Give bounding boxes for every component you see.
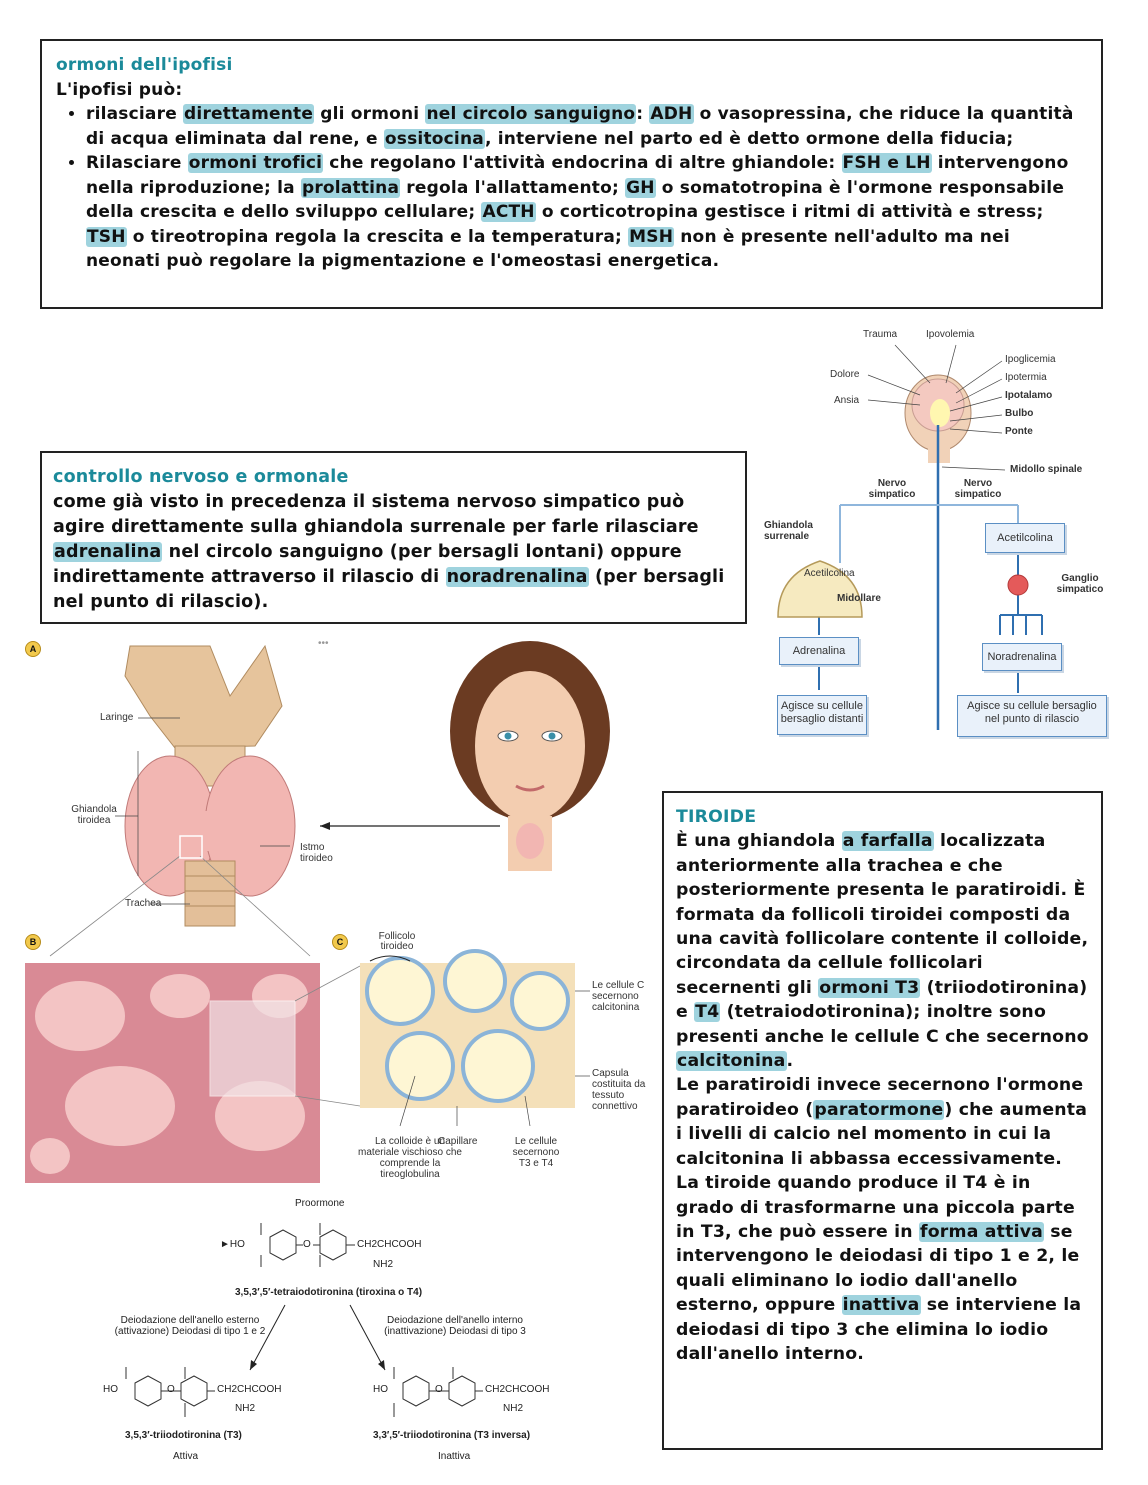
text-segment: Le paratiroidi invece secernono l'ormone paratiroideo ( — [676, 1075, 1084, 1120]
label-ghiandola-surrenale: Ghiandola surrenale — [764, 520, 813, 542]
label-ghiandola-tiroidea: Ghiandola tiroidea — [71, 804, 117, 826]
tiroide-title: TIROIDE — [676, 807, 757, 827]
label-deiod-est: Deiodazione dell'anello esterno (attivazione) Deiodasi di tipo 1 e 2 — [114, 1315, 266, 1337]
highlight-term: nel circolo sanguigno — [426, 104, 636, 124]
highlight-term: noradrenalina — [446, 567, 588, 587]
label-nh2-top: NH2 — [373, 1259, 394, 1270]
label-t4: 3,5,3′,5′-tetraiodotironina (tiroxina o T4) — [235, 1287, 423, 1298]
controllo-box — [40, 451, 747, 624]
ipofisi-item-2 — [86, 151, 1087, 274]
ipofisi-intro: L'ipofisi può: — [56, 79, 183, 100]
highlight-term: FSH e LH — [842, 153, 931, 173]
highlight-term: ormoni T3 — [819, 977, 920, 998]
highlight-term: prolattina — [301, 177, 400, 198]
label-side-top: CH2CHCOOH — [357, 1239, 422, 1250]
label-trauma: Trauma — [863, 329, 898, 340]
text-segment: o corticotropina gestisce i ritmi di attività e stress; — [535, 202, 1044, 222]
tiroide-body — [676, 829, 1089, 1366]
tiroide-box — [662, 791, 1103, 1450]
text-segment: se interviene la deiodasi di tipo 3 che elimina lo iodio dall'anello interno. — [676, 1295, 1082, 1364]
label-attiva: Attiva — [173, 1451, 199, 1462]
highlight-term: calcitonina — [677, 1051, 786, 1072]
label-o-left: O — [167, 1384, 175, 1395]
chemistry-figure — [95, 1195, 575, 1470]
text-segment: intervengono nella riproduzione; la — [86, 153, 1069, 198]
highlight-term: GH — [626, 177, 655, 198]
text-segment: : — [636, 104, 650, 124]
highlight-term: ADH — [650, 104, 693, 124]
text-segment: rilasciare — [86, 104, 184, 124]
label-ansia: Ansia — [834, 395, 860, 406]
text-segment: o somatotropina è l'ormone responsabile della crescita e dello sviluppo cellulare; — [86, 177, 1065, 222]
label-rt3: 3,3′,5′-triiodotironina (T3 inversa) — [373, 1430, 531, 1441]
highlight-term: TSH — [87, 226, 126, 247]
highlight-term: adrenalina — [54, 542, 162, 562]
label-o-right: O — [435, 1384, 443, 1395]
label-acetilcolina-left: Acetilcolina — [804, 568, 855, 579]
label-capsula: Capsula costituita da tessuto connettivo — [592, 1068, 646, 1112]
text-segment: gli ormoni — [314, 104, 426, 124]
highlight-term: MSH — [629, 226, 674, 247]
text-segment: se intervengono le deiodasi di tipo 1 e 2, le quali eliminano lo iodio dall'anello esterno, oppure — [676, 1221, 1080, 1316]
highlight-term: T4 — [695, 1002, 720, 1023]
highlight-term: ormoni trofici — [188, 153, 323, 173]
label-secernono: Le cellule secernono T3 e T4 — [512, 1136, 560, 1169]
box-adrenalina: Adrenalina — [779, 637, 859, 665]
box-agisce-rilascio: Agisce su cellule bersaglio nel punto di rilascio — [957, 695, 1107, 737]
more-icon[interactable]: ••• — [318, 638, 329, 649]
label-istmo: Istmo tiroideo — [300, 842, 333, 864]
text-segment: che regolano l'attività endocrina di altre ghiandole: — [323, 153, 842, 173]
marker-b: B — [25, 934, 41, 950]
ipofisi-item-1 — [86, 102, 1087, 151]
label-ipoglicemia: Ipoglicemia — [1005, 354, 1056, 365]
label-ponte: Ponte — [1005, 426, 1033, 437]
text-segment: È una ghiandola — [676, 831, 842, 852]
ipofisi-box — [40, 39, 1103, 309]
label-ho-left: HO — [103, 1384, 118, 1395]
highlight-term: inattiva — [842, 1295, 920, 1316]
box-noradrenalina: Noradrenalina — [982, 643, 1062, 671]
label-ho-arrow: ►HO — [220, 1239, 245, 1250]
label-side-left: CH2CHCOOH — [217, 1384, 282, 1395]
label-follicolo: Follicolo tiroideo — [378, 931, 416, 952]
text-segment: localizzata anteriormente alla trachea e che posteriormente presenta le paratiroidi. È formata da follicoli tiroidei composti da una cavità follicolare contente il colloide, circondata da cellule follicolari secernenti gli — [676, 831, 1089, 998]
label-colloide: La colloide è un materiale vischioso che comprende la tireoglobulina — [358, 1136, 462, 1180]
label-ipovolemia: Ipovolemia — [926, 329, 975, 340]
text-segment: come già visto in precedenza il sistema nervoso simpatico può agire direttamente sulla ghiandola surrenale per farle rilasciare — [53, 492, 699, 537]
text-segment: , interviene nel parto ed è detto ormone della fiducia; — [484, 128, 1014, 149]
sympathetic-diagram — [760, 325, 1125, 745]
label-proormone: Proormone — [295, 1198, 345, 1209]
text-segment: (triiodotironina) e — [676, 977, 1088, 1023]
marker-a: A — [25, 641, 41, 657]
label-cellule-c: Le cellule C secernono calcitonina — [592, 980, 645, 1013]
text-segment: nel circolo sanguigno (per bersagli lontani) oppure indirettamente attraverso il rilascio di — [53, 542, 682, 587]
box-agisce-distanti: Agisce su cellule bersaglio distanti — [777, 695, 867, 735]
text-segment: non è presente nell'adulto ma nei neonati può regolare la pigmentazione e l'omeostasi energetica. — [86, 226, 1010, 271]
highlight-term: direttamente — [184, 104, 314, 124]
label-o-top: O — [303, 1239, 311, 1250]
text-segment: (tetraiodotironina); inoltre sono presenti anche le cellule C che secernono — [676, 1002, 1089, 1047]
label-ipotermia: Ipotermia — [1005, 372, 1047, 383]
label-midollare: Midollare — [837, 593, 881, 604]
text-segment: o vasopressina, che riduce la quantità di acqua eliminata dal rene, e — [86, 104, 1074, 149]
label-bulbo: Bulbo — [1005, 408, 1034, 419]
label-capillare: Capillare — [438, 1136, 478, 1147]
highlight-term: forma attiva — [920, 1221, 1044, 1242]
controllo-title: controllo nervoso e ormonale — [53, 467, 349, 487]
text-segment: regola l'allattamento; — [400, 177, 626, 198]
label-nervo-right: Nervo simpatico — [954, 478, 1002, 500]
text-segment: (per bersagli nel punto di rilascio). — [53, 567, 725, 612]
text-segment: o tireotropina regola la crescita e la temperatura; — [126, 226, 629, 247]
box-acetilcolina-right: Acetilcolina — [985, 523, 1065, 553]
marker-c: C — [332, 934, 348, 950]
label-inattiva: Inattiva — [438, 1451, 471, 1462]
label-deiod-int: Deiodazione dell'anello interno (inattivazione) Deiodasi di tipo 3 — [384, 1315, 526, 1337]
highlight-term: paratormone — [814, 1099, 944, 1120]
ipofisi-title: ormoni dell'ipofisi — [56, 55, 233, 75]
thyroid-figure — [20, 636, 660, 1196]
label-midollo: Midollo spinale — [1010, 464, 1083, 475]
text-segment: La tiroide quando produce il T4 è in grado di trasformarne una piccola parte in T3, che può essere in — [676, 1173, 1075, 1242]
label-nervo-left: Nervo simpatico — [868, 478, 916, 500]
label-trachea: Trachea — [125, 898, 162, 909]
label-nh2-left: NH2 — [235, 1403, 256, 1414]
ipofisi-list — [56, 102, 1087, 274]
label-ho-right: HO — [373, 1384, 388, 1395]
label-t3: 3,5,3′-triiodotironina (T3) — [125, 1430, 242, 1441]
controllo-body — [53, 490, 734, 615]
label-ganglio: Ganglio simpatico — [1056, 573, 1104, 595]
label-side-right: CH2CHCOOH — [485, 1384, 550, 1395]
label-ipotalamo: Ipotalamo — [1005, 390, 1053, 401]
label-nh2-right: NH2 — [503, 1403, 524, 1414]
text-segment: Rilasciare — [86, 153, 188, 173]
highlight-term: ACTH — [482, 202, 535, 222]
highlight-term: a farfalla — [842, 831, 933, 852]
label-dolore: Dolore — [830, 369, 860, 380]
text-segment: . — [786, 1051, 794, 1072]
text-segment: ) che aumenta i livelli di calcio nel momento in cui la calcitonina li abbassa eccessivamente. — [676, 1099, 1088, 1169]
highlight-term: ossitocina — [384, 128, 484, 149]
label-laringe: Laringe — [100, 712, 134, 723]
